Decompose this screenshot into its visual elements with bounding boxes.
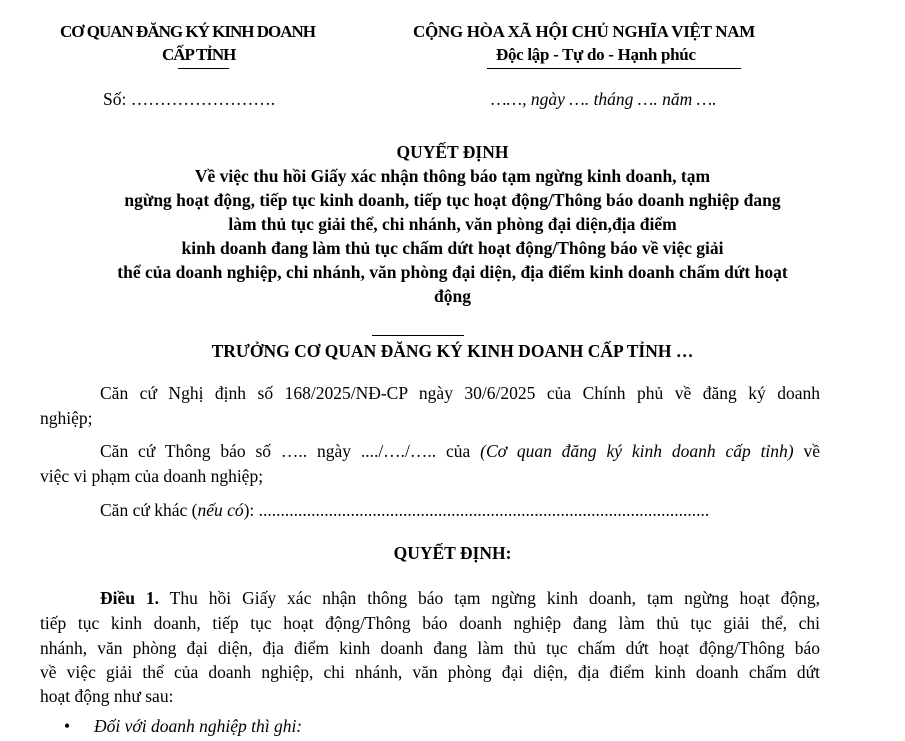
basis-2-line1 — [100, 441, 820, 462]
article-1-line4: về việc giải thể của doanh nghiệp, chi nhánh, văn phòng đại diện, địa điểm kinh doanh chấm dứt — [40, 662, 820, 682]
agency-underline — [178, 68, 229, 69]
article-1-line3: nhánh, văn phòng đại diện, địa điểm kinh doanh đang làm thủ tục chấm dứt hoạt động/Thông báo — [40, 638, 820, 658]
subject-line-6: động — [434, 286, 471, 306]
national-motto: Độc lập - Tự do - Hạnh phúc — [496, 45, 696, 64]
article-1-line1: Điều 1. Thu hồi Giấy xác nhận thông báo tạm ngừng kinh doanh, tạm ngừng hoạt động, — [100, 588, 820, 608]
basis-3-italic: nếu có — [197, 500, 244, 520]
article-1-line2: tiếp tục kinh doanh, tiếp tục hoạt động/Thông báo doanh nghiệp đang làm thủ tục giải thể, chi — [40, 613, 820, 633]
subject-line-4: kinh doanh đang làm thủ tục chấm dứt hoạt động/Thông báo về việc giải — [181, 238, 724, 258]
title-separator — [372, 335, 464, 336]
article-1-label: Điều 1. — [100, 588, 160, 608]
basis-1-line2: nghiệp; — [40, 408, 93, 428]
motto-underline — [487, 68, 741, 69]
basis-1-line1 — [100, 383, 820, 404]
bullet-icon: • — [64, 716, 71, 736]
bullet-item-enterprise: Đối với doanh nghiệp thì ghi: — [94, 716, 303, 736]
document-title: QUYẾT ĐỊNH — [396, 142, 509, 162]
date-line: ……, ngày …. tháng …. năm …. — [491, 89, 717, 109]
basis-1-text: Căn cứ Nghị định số 168/2025/NĐ-CP ngày 30/6/2025 của Chính phủ về đăng ký doanh — [100, 383, 820, 403]
basis-2-italic: (Cơ quan đăng ký kinh doanh cấp tỉnh) — [480, 441, 794, 461]
subject-line-5: thể của doanh nghiệp, chi nhánh, văn phòng đại diện, địa điểm kinh doanh chấm dứt hoạt — [117, 262, 788, 282]
agency-name-line2: CẤP TỈNH — [162, 45, 236, 64]
subject-line-2: ngừng hoạt động, tiếp tục kinh doanh, tiếp tục hoạt động/Thông báo doanh nghiệp đang — [124, 190, 781, 210]
article-1-line5: hoạt động như sau: — [40, 686, 174, 706]
document-number: Số: ……………………. — [103, 89, 276, 109]
issuing-authority: TRƯỞNG CƠ QUAN ĐĂNG KÝ KINH DOANH CẤP TỈNH … — [211, 341, 694, 361]
basis-2-prefix: Căn cứ Thông báo số ….. ngày ..../…./….. của — [100, 441, 481, 461]
basis-2-suffix: về — [793, 441, 820, 461]
subject-line-1: Về việc thu hồi Giấy xác nhận thông báo tạm ngừng kinh doanh, tạm — [194, 166, 711, 186]
agency-name-line1: CƠ QUAN ĐĂNG KÝ KINH DOANH — [60, 22, 315, 41]
nation-title: CỘNG HÒA XÃ HỘI CHỦ NGHĨA VIỆT NAM — [413, 22, 755, 41]
subject-line-3: làm thủ tục giải thể, chi nhánh, văn phòng đại diện,địa điểm — [228, 214, 677, 234]
decision-heading: QUYẾT ĐỊNH: — [393, 543, 512, 563]
basis-3: Căn cứ khác (nếu có): ....................................................................................................... — [100, 500, 710, 520]
basis-2-line2: việc vi phạm của doanh nghiệp; — [40, 466, 264, 486]
